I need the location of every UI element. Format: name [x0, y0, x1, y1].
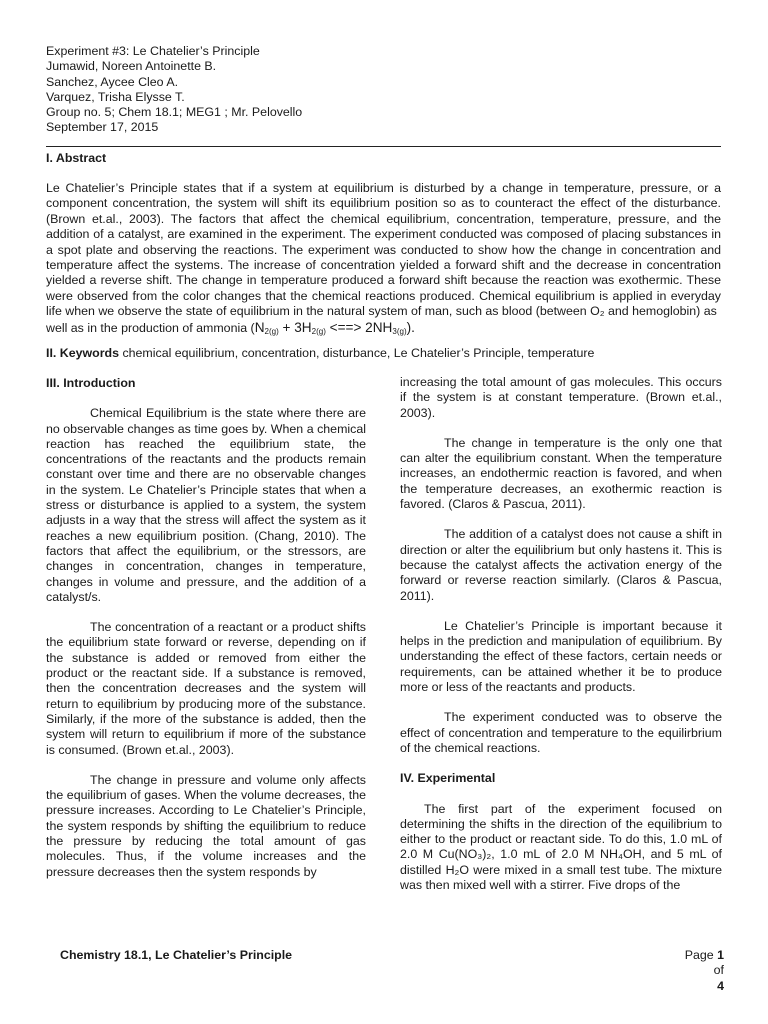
intro-paragraph-6: Le Chatelier’s Principle is important because it helps in the prediction and manipulation of equilibrium. By understanding the effect of these factors, certain needs or requirements, can be attained whether it be to produce more or less of the reactants and products.: [400, 618, 722, 695]
intro-paragraph-1: Chemical Equilibrium is the state where there are no observable changes as time goes by. When a chemical reaction has reached the equilibrium state, the concentrations of the reactants and the products remain constant over time and there are no observable changes in the system. Le Chatelier’s Principle states that when a stress or disturbance is applied to a system, the system adjusts in a way that the stress will affect the system as it reaches a new equilibrium position. (Chang, 2010). The factors that affect the equilibrium, or the stressors, are changes in concentration, changes in temperature, changes in volume and pressure, and the addition of a catalyst/s.: [46, 406, 366, 604]
abstract-text: Le Chatelier’s Principle states that if a system at equilibrium is disturbed by a change in temperature, pressure, or a component concentration, the system will shift its equilibrium position so as to counteract the effect of the disturbance. (Brown et.al., 2003). The factors that affect the chemical equilibrium, concentration, temperature, pressure, and the addition of a catalyst, are examined in the experiment. The experiment conducted was composed of placing substances in a spot plate and observing the reactions. The experiment was conducted to show how the change in concentration and temperature affect the systems. The increase of concentration yielded a forward shift and the decrease in concentration yielded a reverse shift. The change in temperature produced a forward shift because the reaction was exothermic. These were observed from the color changes that the chemical reactions produced. Chemical equilibrium is applied in everyday life when we observe the state of equilibrium in the natural system of man, such as blood (between O₂ and hemoglobin) as: [46, 181, 721, 319]
eq-end: ).: [406, 319, 415, 335]
eq-nh3-sub: 3(g): [392, 326, 407, 336]
page-current: 1: [717, 948, 724, 962]
page-total: 4: [717, 978, 724, 993]
header-divider: [46, 146, 721, 147]
author-2: Sanchez, Aycee Cleo A.: [46, 74, 179, 89]
keywords-text: chemical equilibrium, concentration, disturbance, Le Chatelier’s Principle, temperature: [119, 346, 595, 360]
eq-n2-sub: 2(g): [264, 326, 279, 336]
intro-paragraph-3: The change in pressure and volume only affects the equilibrium of gases. When the volume decreases, the pressure increases. According to Le Chatelier’s Principle, the system responds by shifting the equilibrium to reduce the pressure by reducing the total amount of gas molecules. Thus, if the volume increases and the pressure decreases then the system responds by: [46, 772, 366, 879]
page-of-label: of: [713, 963, 724, 978]
experimental-heading: IV. Experimental: [400, 771, 496, 786]
intro-paragraph-2: The concentration of a reactant or a product shifts the equilibrium state forward or reverse, depending on if the substance is added or removed from either the product or the reactant side. If a substance is removed, then the concentration decreases and the system will return to equilibrium by producing more of the substance. Similarly, if the more of the substance is added, then the system will return to equilibrium if more of the substance is consumed. (Brown et.al., 2003).: [46, 620, 366, 757]
experimental-paragraph: The first part of the experiment focused on determining the shifts in the direction of the equilibrium to either to the product or reactant side. To do this, 1.0 mL of 2.0 M Cu(NO₃)₂, 1.0 mL of 2.0 M NH₄OH, and 5 mL of distilled H₂O were mixed in a small test tube. The mixture was then mixed well with a stirrer. Five drops of the: [400, 801, 722, 893]
eq-n2: N: [254, 319, 265, 335]
keywords-label: II. Keywords: [46, 346, 119, 360]
ammonia-equation: [255, 320, 415, 335]
eq-plus-h2: + 3H: [278, 319, 312, 335]
keywords-line: [46, 346, 726, 361]
left-column: [46, 376, 366, 895]
intro-continuation: increasing the total amount of gas molecules. This occurs if the system is at constant temperature. (Brown et.al., 2003).: [400, 375, 722, 420]
eq-h2-sub: 2(g): [311, 326, 326, 336]
page-number: [672, 948, 724, 994]
abstract-final-prefix: well as in the production of ammonia (: [46, 320, 255, 335]
page-label: Page: [684, 948, 718, 962]
author-1: Jumawid, Noreen Antoinette B.: [46, 59, 217, 74]
group-info: Group no. 5; Chem 18.1; MEG1 ; Mr. Pelovello: [46, 105, 303, 120]
abstract-heading: I. Abstract: [46, 151, 107, 165]
document-header: [46, 44, 726, 136]
experiment-title: Experiment #3: Le Chatelier’s Principle: [46, 44, 260, 58]
date: September 17, 2015: [46, 120, 159, 135]
author-3: Varquez, Trisha Elysse T.: [46, 89, 185, 104]
right-column: [400, 375, 722, 908]
intro-paragraph-4: The change in temperature is the only one that can alter the equilibrium constant. When the temperature increases, an endothermic reaction is favored, and when the temperature decreases, an exothermic reaction is favored. (Claros & Pascua, 2011).: [400, 435, 722, 512]
abstract-section: [46, 181, 721, 336]
abstract-final-line: [46, 320, 721, 336]
introduction-heading: III. Introduction: [46, 376, 136, 390]
intro-paragraph-5: The addition of a catalyst does not cause a shift in direction or alter the equilibrium but only hastens it. This is because the catalyst affects the activation energy of the forward or reverse reaction similarly. (Claros & Pascua, 2011).: [400, 527, 722, 603]
footer-course-title: Chemistry 18.1, Le Chatelier’s Principle: [60, 948, 293, 962]
eq-arrow-nh3: <==> 2NH: [325, 319, 393, 335]
intro-paragraph-7: The experiment conducted was to observe the effect of concentration and temperature to the equilirbrium of the chemical reactions.: [400, 710, 722, 755]
